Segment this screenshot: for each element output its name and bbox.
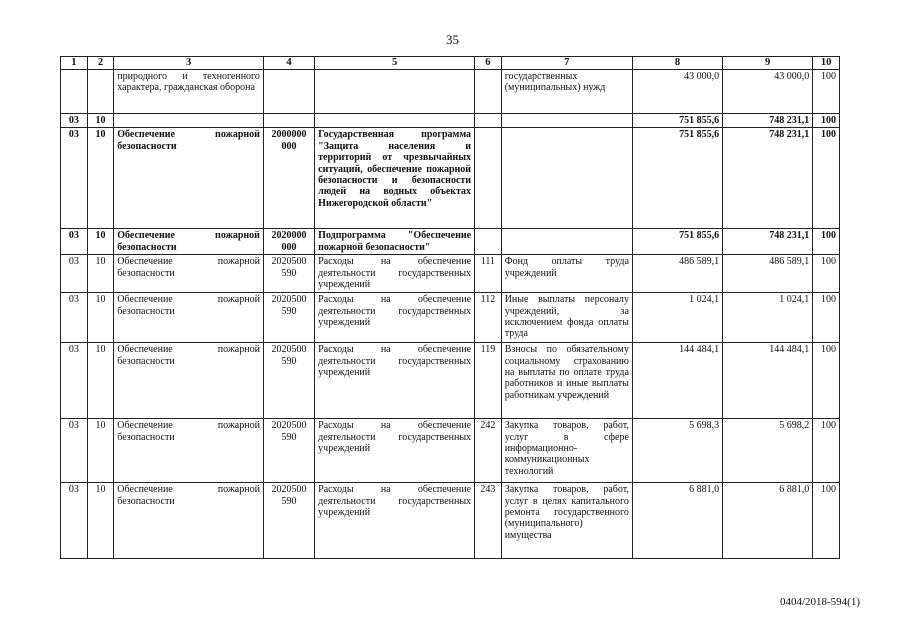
cell-executed: 1 024,1 <box>723 293 813 343</box>
table-row <box>61 229 840 255</box>
cell-expense-name <box>501 128 632 229</box>
cell-planned: 751 855,6 <box>632 114 722 128</box>
cell-expense-type: 243 <box>475 483 502 559</box>
cell-subsection: 10 <box>87 114 114 128</box>
cell-executed: 486 589,1 <box>723 255 813 293</box>
cell-percent: 100 <box>813 419 840 483</box>
cell-executed: 748 231,1 <box>723 114 813 128</box>
cell-target-article: 2000000 000 <box>263 128 314 229</box>
cell-target-article <box>263 70 314 114</box>
cell-subsection-name: Обеспечение пожарной безопасности <box>114 255 264 293</box>
cell-expense-type <box>475 114 502 128</box>
cell-executed: 748 231,1 <box>723 229 813 255</box>
cell-expense-type: 119 <box>475 343 502 419</box>
cell-target-article: 2020500 590 <box>263 293 314 343</box>
table-row <box>61 483 840 559</box>
cell-target-article: 2020500 590 <box>263 483 314 559</box>
cell-section: 03 <box>61 229 88 255</box>
cell-subsection: 10 <box>87 419 114 483</box>
column-header: 8 <box>632 57 722 70</box>
cell-article-name: Расходы на обеспечение деятельности государственных учреждений <box>315 293 475 343</box>
budget-table-body <box>61 57 840 559</box>
cell-subsection: 10 <box>87 293 114 343</box>
cell-section: 03 <box>61 343 88 419</box>
cell-executed: 6 881,0 <box>723 483 813 559</box>
cell-target-article: 2020500 590 <box>263 255 314 293</box>
cell-subsection-name: Обеспечение пожарной безопасности <box>114 419 264 483</box>
cell-expense-name <box>501 114 632 128</box>
cell-article-name <box>315 114 475 128</box>
cell-expense-name: Закупка товаров, работ, услуг в целях капитального ремонта государственного (муниципального) имущества <box>501 483 632 559</box>
cell-expense-type: 112 <box>475 293 502 343</box>
cell-planned: 751 855,6 <box>632 229 722 255</box>
table-row <box>61 114 840 128</box>
cell-target-article: 2020500 590 <box>263 419 314 483</box>
cell-target-article: 2020500 590 <box>263 343 314 419</box>
cell-subsection-name: Обеспечение пожарной безопасности <box>114 229 264 255</box>
cell-expense-name: Закупка товаров, работ, услуг в сфере информационно-коммуникационных технологий <box>501 419 632 483</box>
cell-subsection: 10 <box>87 128 114 229</box>
cell-percent: 100 <box>813 343 840 419</box>
cell-expense-name: Взносы по обязательному социальному страхованию на выплаты по оплате труда работников и иные выплаты работникам учреждений <box>501 343 632 419</box>
column-header: 4 <box>263 57 314 70</box>
cell-percent: 100 <box>813 293 840 343</box>
cell-planned: 486 589,1 <box>632 255 722 293</box>
cell-subsection: 10 <box>87 229 114 255</box>
cell-expense-name: государственных (муниципальных) нужд <box>501 70 632 114</box>
table-row <box>61 255 840 293</box>
budget-table <box>60 56 840 559</box>
table-row <box>61 293 840 343</box>
cell-article-name: Подпрограмма "Обеспечение пожарной безопасности" <box>315 229 475 255</box>
column-header: 2 <box>87 57 114 70</box>
table-header-row <box>61 57 840 70</box>
cell-planned: 5 698,3 <box>632 419 722 483</box>
cell-section: 03 <box>61 483 88 559</box>
cell-expense-type <box>475 70 502 114</box>
column-header: 6 <box>475 57 502 70</box>
cell-article-name: Расходы на обеспечение деятельности государственных учреждений <box>315 483 475 559</box>
cell-section: 03 <box>61 293 88 343</box>
cell-subsection-name <box>114 114 264 128</box>
cell-section <box>61 70 88 114</box>
table-row <box>61 70 840 114</box>
column-header: 3 <box>114 57 264 70</box>
cell-article-name: Государственная программа "Защита населения и территорий от чрезвычайных ситуаций, обеспечение пожарной безопасности и безопасности людей на водных объектах Нижегородской области" <box>315 128 475 229</box>
cell-article-name: Расходы на обеспечение деятельности государственных учреждений <box>315 255 475 293</box>
page-number: 35 <box>446 32 459 47</box>
cell-section: 03 <box>61 255 88 293</box>
cell-expense-name: Фонд оплаты труда учреждений <box>501 255 632 293</box>
cell-percent: 100 <box>813 229 840 255</box>
cell-planned: 144 484,1 <box>632 343 722 419</box>
table-row <box>61 343 840 419</box>
column-header: 7 <box>501 57 632 70</box>
cell-executed: 144 484,1 <box>723 343 813 419</box>
cell-subsection: 10 <box>87 343 114 419</box>
cell-planned: 1 024,1 <box>632 293 722 343</box>
cell-subsection: 10 <box>87 483 114 559</box>
cell-planned: 43 000,0 <box>632 70 722 114</box>
table-row <box>61 128 840 229</box>
cell-expense-type: 242 <box>475 419 502 483</box>
cell-section: 03 <box>61 419 88 483</box>
cell-article-name <box>315 70 475 114</box>
cell-expense-type <box>475 128 502 229</box>
cell-section: 03 <box>61 128 88 229</box>
cell-executed: 748 231,1 <box>723 128 813 229</box>
cell-subsection-name: природного и техногенного характера, гражданская оборона <box>114 70 264 114</box>
cell-planned: 6 881,0 <box>632 483 722 559</box>
cell-percent: 100 <box>813 128 840 229</box>
cell-subsection-name: Обеспечение пожарной безопасности <box>114 293 264 343</box>
document-code: 0404/2018-594(1) <box>779 596 860 608</box>
cell-executed: 5 698,2 <box>723 419 813 483</box>
cell-target-article: 2020000 000 <box>263 229 314 255</box>
cell-expense-type: 111 <box>475 255 502 293</box>
cell-percent: 100 <box>813 70 840 114</box>
cell-article-name: Расходы на обеспечение деятельности государственных учреждений <box>315 343 475 419</box>
cell-section: 03 <box>61 114 88 128</box>
cell-subsection-name: Обеспечение пожарной безопасности <box>114 343 264 419</box>
cell-executed: 43 000,0 <box>723 70 813 114</box>
column-header: 9 <box>723 57 813 70</box>
cell-subsection <box>87 70 114 114</box>
cell-expense-name: Иные выплаты персоналу учреждений, за исключением фонда оплаты труда <box>501 293 632 343</box>
table-row <box>61 419 840 483</box>
cell-percent: 100 <box>813 255 840 293</box>
cell-target-article <box>263 114 314 128</box>
cell-percent: 100 <box>813 483 840 559</box>
column-header: 10 <box>813 57 840 70</box>
cell-expense-name <box>501 229 632 255</box>
cell-subsection-name: Обеспечение пожарной безопасности <box>114 483 264 559</box>
cell-percent: 100 <box>813 114 840 128</box>
column-header: 1 <box>61 57 88 70</box>
cell-article-name: Расходы на обеспечение деятельности государственных учреждений <box>315 419 475 483</box>
cell-subsection-name: Обеспечение пожарной безопасности <box>114 128 264 229</box>
cell-subsection: 10 <box>87 255 114 293</box>
cell-planned: 751 855,6 <box>632 128 722 229</box>
column-header: 5 <box>315 57 475 70</box>
cell-expense-type <box>475 229 502 255</box>
